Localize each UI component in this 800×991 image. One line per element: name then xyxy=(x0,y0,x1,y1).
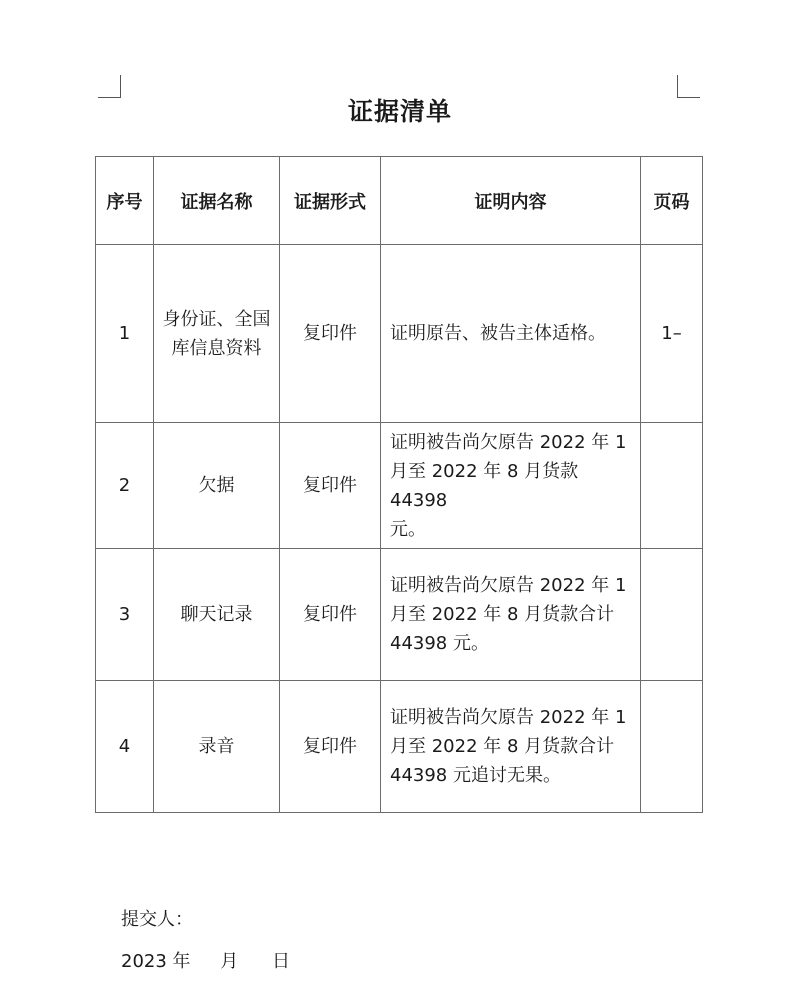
content-line: 证明被告尚欠原告 2022 年 1 xyxy=(390,575,627,596)
cell-index: 3 xyxy=(96,549,154,681)
cell-name: 欠据 xyxy=(154,423,280,549)
header-content: 证明内容 xyxy=(381,157,641,245)
cell-index: 1 xyxy=(96,245,154,423)
name-line: 库信息资料 xyxy=(171,337,262,359)
table-row xyxy=(96,681,703,813)
content-line: 44398 元追讨无果。 xyxy=(390,765,561,786)
cell-content xyxy=(381,245,641,423)
header-index: 序号 xyxy=(96,157,154,245)
table-row xyxy=(96,245,703,423)
cell-form: 复印件 xyxy=(280,245,381,423)
header-name: 证据名称 xyxy=(154,157,280,245)
cell-form: 复印件 xyxy=(280,423,381,549)
cell-content xyxy=(381,681,641,813)
cell-page: 1– xyxy=(641,245,703,423)
cell-content xyxy=(381,423,641,549)
cell-page xyxy=(641,681,703,813)
content-line: 月至 2022 年 8 月货款 44398 xyxy=(390,460,579,511)
table-row xyxy=(96,423,703,549)
date-day: 日 xyxy=(272,951,290,972)
cell-name xyxy=(154,245,280,423)
evidence-table xyxy=(95,156,703,813)
table-header-row xyxy=(96,157,703,245)
submission-date xyxy=(121,947,290,973)
name-line: 身份证、全国 xyxy=(162,308,271,330)
cell-form: 复印件 xyxy=(280,681,381,813)
header-form: 证据形式 xyxy=(280,157,381,245)
content-line: 月至 2022 年 8 月货款合计 xyxy=(390,736,615,757)
content-line: 元。 xyxy=(390,518,426,540)
content-line: 44398 元。 xyxy=(390,633,489,654)
cell-name: 聊天记录 xyxy=(154,549,280,681)
content-line: 证明原告、被告主体适格。 xyxy=(390,323,606,344)
cell-content xyxy=(381,549,641,681)
date-year: 2023 年 xyxy=(121,951,191,972)
content-line: 月至 2022 年 8 月货款合计 xyxy=(390,604,615,625)
content-line: 证明被告尚欠原告 2022 年 1 xyxy=(390,431,627,453)
table-row xyxy=(96,549,703,681)
date-month: 月 xyxy=(220,951,239,972)
submitter-label: 提交人： xyxy=(121,909,193,930)
header-page: 页码 xyxy=(641,157,703,245)
cell-form: 复印件 xyxy=(280,549,381,681)
document-title: 证据清单 xyxy=(347,97,452,126)
cell-index: 4 xyxy=(96,681,154,813)
cell-name: 录音 xyxy=(154,681,280,813)
cell-page xyxy=(641,423,703,549)
cell-index: 2 xyxy=(96,423,154,549)
content-line: 证明被告尚欠原告 2022 年 1 xyxy=(390,707,627,728)
cell-page xyxy=(641,549,703,681)
